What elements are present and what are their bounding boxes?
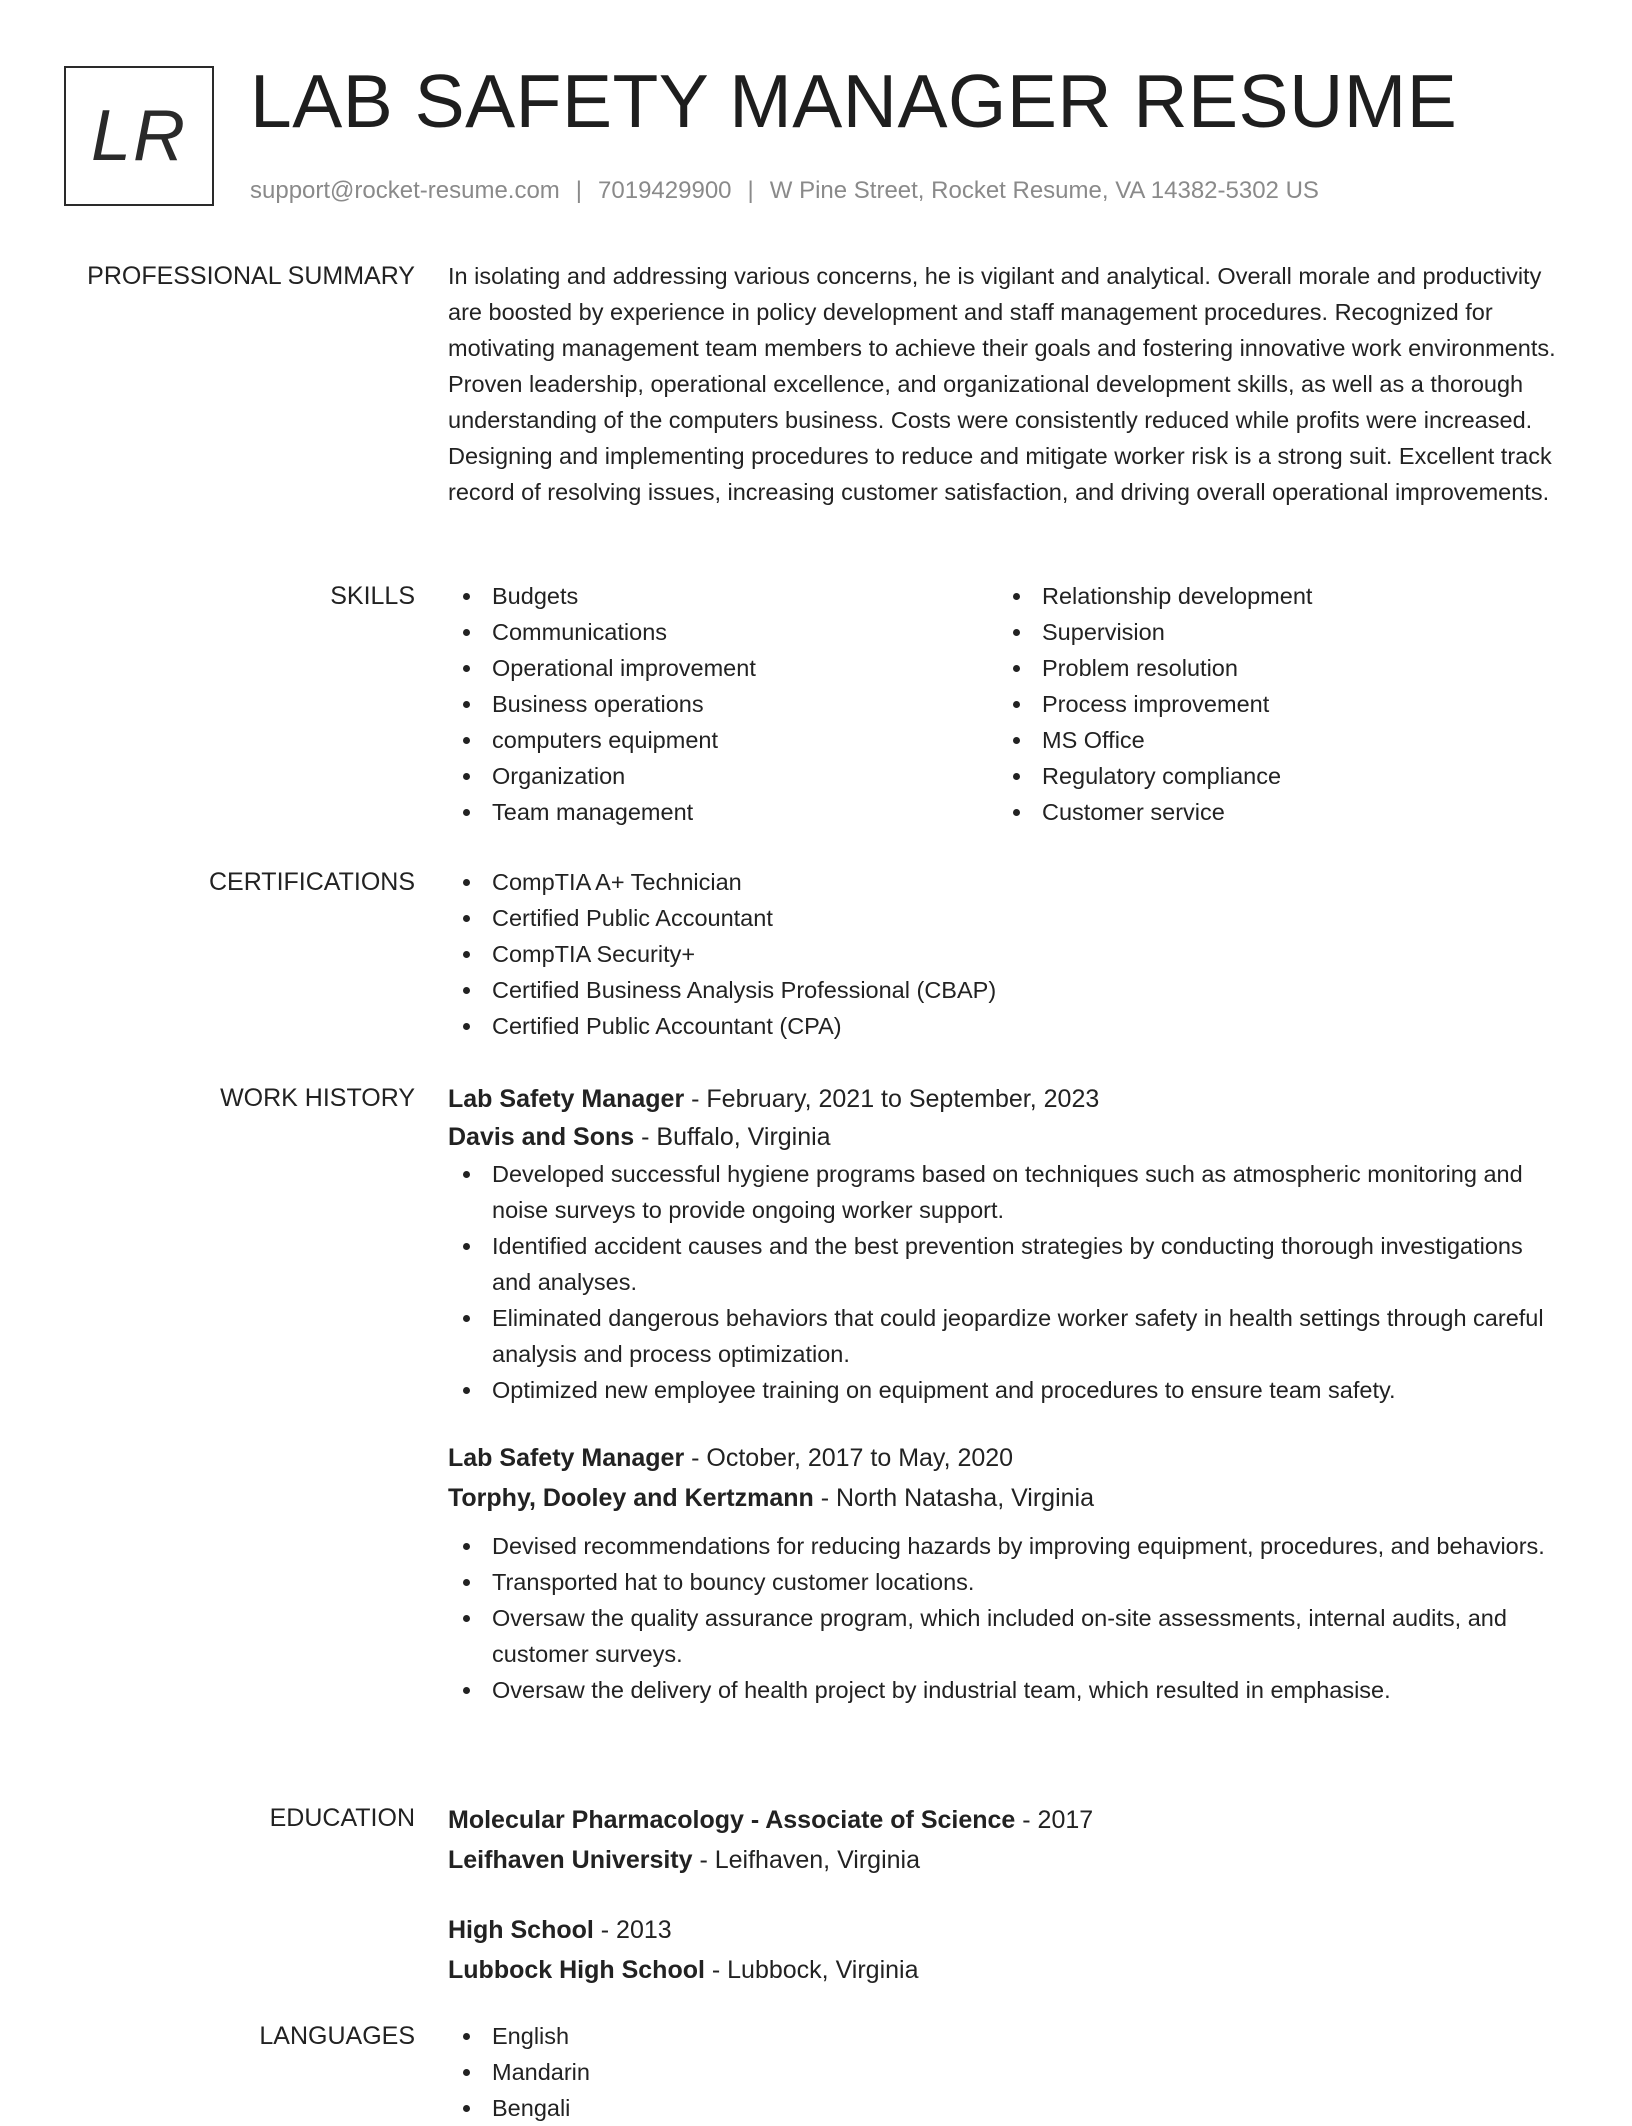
list-item: Optimized new employee training on equipment and procedures to ensure team safety. <box>448 1372 1568 1408</box>
monogram-initials: LR <box>90 96 188 176</box>
education-degree: High School <box>448 1916 594 1944</box>
list-item: Team management <box>448 794 998 830</box>
job-company-line <box>448 1478 1568 1518</box>
list-item: MS Office <box>998 722 1548 758</box>
job-bullets <box>448 1528 1568 1708</box>
list-item: Business operations <box>448 686 998 722</box>
list-item: Transported hat to bouncy customer locations. <box>448 1564 1568 1600</box>
job-location: - North Natasha, Virginia <box>813 1484 1095 1512</box>
job-role: Lab Safety Manager <box>448 1085 685 1113</box>
work-history-body <box>448 1080 1568 1708</box>
list-item: Identified accident causes and the best prevention strategies by conducting thorough investigations and analyses. <box>448 1228 1568 1300</box>
contact-phone[interactable]: 7019429900 <box>598 177 732 204</box>
section-heading-languages: LANGUAGES <box>259 2022 415 2050</box>
section-heading-education: EDUCATION <box>269 1804 415 1832</box>
list-item: Relationship development <box>998 578 1548 614</box>
list-item: Certified Public Accountant <box>448 900 1568 936</box>
job-role: Lab Safety Manager <box>448 1444 685 1472</box>
list-item: Mandarin <box>448 2054 1568 2090</box>
job-title-line <box>448 1438 1568 1478</box>
contact-separator: | <box>747 177 754 204</box>
job-dates: - February, 2021 to September, 2023 <box>684 1085 1100 1113</box>
education-degree-line <box>448 1800 1568 1840</box>
list-item: Oversaw the delivery of health project by industrial team, which resulted in emphasise. <box>448 1672 1568 1708</box>
education-entry <box>448 1800 1568 1880</box>
contact-address: W Pine Street, Rocket Resume, VA 14382-5302 US <box>769 177 1319 204</box>
summary-body <box>448 258 1568 510</box>
contact-email[interactable]: support@rocket-resume.com <box>250 177 560 204</box>
job-bullets <box>448 1156 1568 1408</box>
languages-body <box>448 2018 1568 2126</box>
list-item: Customer service <box>998 794 1548 830</box>
job-company: Torphy, Dooley and Kertzmann <box>448 1484 814 1512</box>
section-heading-certifications: CERTIFICATIONS <box>208 868 415 896</box>
summary-text: In isolating and addressing various concerns, he is vigilant and analytical. Overall morale and productivity are boosted by experience in policy development and staff management procedures. Recognized for motivating management team members to achieve their goals and fostering innovative work environments. Proven leadership, operational excellence, and organizational development skills, as well as a thorough understanding of the computers business. Costs were consistently reduced while profits were increased. Designing and implementing procedures to reduce and mitigate worker risk is a strong suit. Excellent track record of resolving issues, increasing customer satisfaction, and driving overall operational improvements. <box>448 263 1556 505</box>
education-year: - 2017 <box>1015 1806 1094 1834</box>
job-company: Davis and Sons <box>448 1123 635 1151</box>
certifications-list <box>448 864 1568 1044</box>
resume-title: LAB SAFETY MANAGER RESUME <box>250 59 1458 143</box>
list-item: Organization <box>448 758 998 794</box>
list-item: Developed successful hygiene programs based on techniques such as atmospheric monitoring and noise surveys to provide ongoing worker support. <box>448 1156 1568 1228</box>
list-item: Supervision <box>998 614 1548 650</box>
list-item: CompTIA A+ Technician <box>448 864 1568 900</box>
education-degree-line <box>448 1910 1568 1950</box>
job-dates: - October, 2017 to May, 2020 <box>684 1444 1014 1472</box>
languages-list <box>448 2018 1568 2126</box>
list-item: Operational improvement <box>448 650 998 686</box>
certifications-body <box>448 864 1568 1044</box>
skills-list-right <box>998 578 1548 830</box>
list-item: Problem resolution <box>998 650 1548 686</box>
monogram-logo <box>64 66 214 206</box>
contact-line <box>250 174 1319 208</box>
job-location: - Buffalo, Virginia <box>634 1123 831 1151</box>
education-school-line <box>448 1840 1568 1880</box>
list-item: Budgets <box>448 578 998 614</box>
contact-separator: | <box>575 177 583 204</box>
skills-grid <box>448 578 1568 830</box>
job-title-line <box>448 1080 1568 1118</box>
list-item: CompTIA Security+ <box>448 936 1568 972</box>
education-location: - Leifhaven, Virginia <box>692 1846 920 1874</box>
list-item: Bengali <box>448 2090 1568 2126</box>
list-item: Devised recommendations for reducing hazards by improving equipment, procedures, and behaviors. <box>448 1528 1568 1564</box>
education-body <box>448 1800 1568 1990</box>
education-school: Lubbock High School <box>448 1956 705 1984</box>
list-item: Certified Business Analysis Professional (CBAP) <box>448 972 1568 1008</box>
list-item: Process improvement <box>998 686 1548 722</box>
list-item: Oversaw the quality assurance program, which included on-site assessments, internal audits, and customer surveys. <box>448 1600 1568 1672</box>
section-heading-skills: SKILLS <box>330 582 415 610</box>
job-company-line <box>448 1118 1568 1156</box>
education-entry <box>448 1910 1568 1990</box>
list-item: English <box>448 2018 1568 2054</box>
education-school-line <box>448 1950 1568 1990</box>
list-item: computers equipment <box>448 722 998 758</box>
list-item: Regulatory compliance <box>998 758 1548 794</box>
list-item: Communications <box>448 614 998 650</box>
list-item: Certified Public Accountant (CPA) <box>448 1008 1568 1044</box>
section-heading-summary: PROFESSIONAL SUMMARY <box>87 262 415 290</box>
education-degree: Molecular Pharmacology - Associate of Science <box>448 1806 1016 1834</box>
education-school: Leifhaven University <box>448 1846 693 1874</box>
education-location: - Lubbock, Virginia <box>704 1956 919 1984</box>
list-item: Eliminated dangerous behaviors that could jeopardize worker safety in health settings through careful analysis and process optimization. <box>448 1300 1568 1372</box>
skills-list-left <box>448 578 998 830</box>
education-year: - 2013 <box>593 1916 672 1944</box>
section-heading-work-history: WORK HISTORY <box>220 1084 415 1112</box>
skills-body <box>448 578 1568 830</box>
job-entry <box>448 1080 1568 1408</box>
job-entry <box>448 1438 1568 1708</box>
